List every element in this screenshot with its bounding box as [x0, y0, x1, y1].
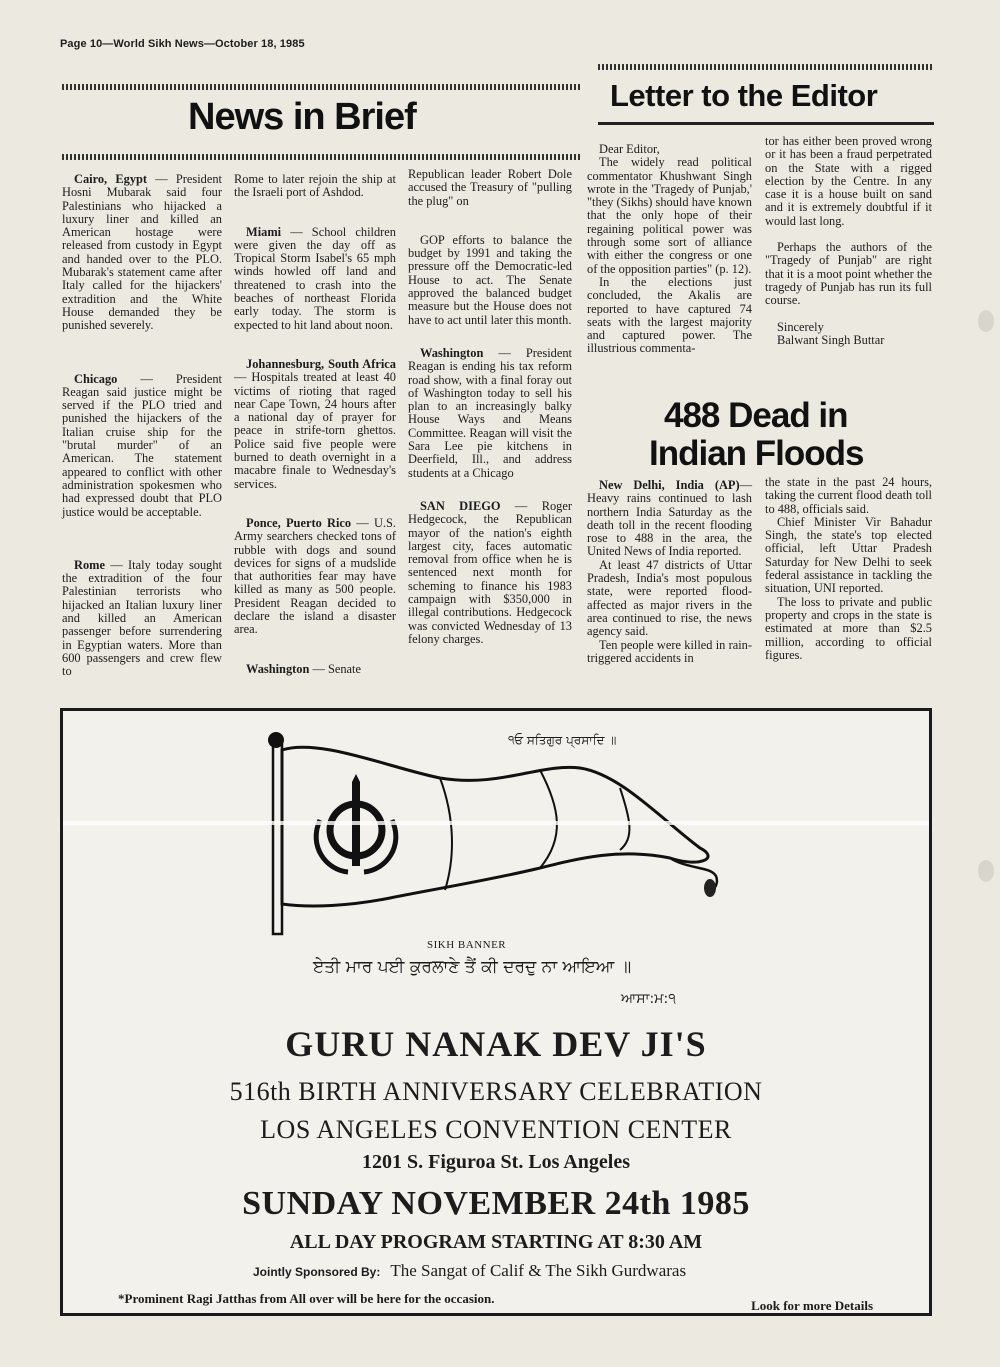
more-details-note: Look for more Details — [751, 1298, 873, 1313]
brief-text: — Hospitals treated at least 40 victims of rioting that raged near Cape Town, 24 hours after a national day of prayer for peace in strife-torn ghettos. Police said five people were burned to death overnight in a macabre finale to Wednesday's services. — [234, 370, 396, 491]
ad-anniversary: 516th BIRTH ANNIVERSARY CELEBRATION — [229, 1077, 763, 1106]
anniversary-advertisement — [60, 708, 932, 1316]
brief-text: — Senate — [312, 661, 361, 676]
nib-top-rule — [62, 84, 582, 90]
ad-program: ALL DAY PROGRAM STARTING AT 8:30 AM — [289, 1231, 703, 1253]
brief-text: — Roger Hedgecock, the Republican mayor of the nation's eighth largest city, faces automatic removal from office when he is sentenced next month for scheming to finance his 1983 campaign with $350,000 in illegal contributions. Hedgecock was convicted Wednesday of 13 felony charges. — [408, 498, 572, 646]
ad-sponsors — [253, 1261, 686, 1281]
floods-heading-line-2: Indian Floods — [649, 434, 864, 473]
flag-cloth — [282, 747, 708, 906]
nib-column-3 — [408, 168, 572, 646]
brief-dateline: SAN DIEGO — [420, 498, 501, 513]
floods-paragraph: The loss to private and public property and crops in the state is estimated at more than $2.5 million, according to official figures. — [765, 594, 932, 662]
brief-text: GOP efforts to balance the budget by 1991 and taking the pressure off the Democratic-led House to act. The Senate approved the balanced budget measure but the House does not have to act until later this month. — [408, 232, 572, 327]
news-in-brief-heading: News in Brief — [188, 96, 416, 138]
brief-item — [408, 347, 572, 480]
brief-item — [408, 500, 572, 646]
floods-paragraph: the state in the past 24 hours, taking the current flood death toll to 488, officials said. — [765, 475, 932, 516]
paper-fold-line — [63, 821, 929, 825]
floods-column-1 — [587, 479, 752, 665]
brief-text: — President Hosni Mubarak said four Palestinians who hijacked a luxury liner and killed an American hostage were released from custody in Egypt and handed over to the PLO. Mubarak's statement came after Italy called for the hijackers' extradition and the White House demanded they be punished severely. — [62, 172, 222, 333]
brief-text: Rome to later rejoin the ship at the Israeli port of Ashdod. — [234, 172, 396, 200]
ad-date: SUNDAY NOVEMBER 24th 1985 — [242, 1185, 750, 1222]
sikh-banner-illustration — [60, 708, 932, 1316]
brief-dateline: Chicago — [74, 371, 118, 386]
shabad-line: ਏਤੀ ਮਾਰ ਪਈ ਕੁਰਲਾਣੇ ਤੈਂ ਕੀ ਦਰਦੁ ਨਾ ਆਇਆ ॥ — [313, 957, 632, 977]
letter-paragraph: tor has either been proved wrong or it has been a fraud perpetrated on the State with a rigged election by the Centre. In any case it is a house built on sand and it is extremely doubtful if it would last long. — [765, 134, 932, 228]
shabad-reference: ਆਸਾ:ਮ:੧ — [621, 991, 676, 1007]
nib-bottom-rule — [62, 154, 582, 160]
floods-text: — Heavy rains continued to lash northern India Saturday as the death toll in the recent flooding rose to 488 in the area, the United News of India reported. — [587, 478, 752, 559]
binder-hole — [978, 310, 994, 332]
binder-hole — [978, 860, 994, 882]
letter-column-2 — [765, 135, 932, 347]
flag-tassel — [704, 879, 716, 897]
brief-text: — President Reagan said justice might be served if the PLO tried and punished the hijackers of the Italian cruise ship for the "brutal murder" of an American. The statement appeared to conflict with other administration spokesmen who had expressed doubt that PLO justice would be acceptable. — [62, 371, 222, 519]
letter-paragraph: The widely read political commentator Khushwant Singh wrote in the 'Tragedy of Punjab,' "they (Sikhs) should have known that the only hope of their regaining political power was through some sort of alliance with either the congress or one of the opposition parties" (p. 12). — [587, 155, 752, 276]
floods-paragraph: At least 47 districts of Uttar Pradesh, India's most populous state, were reported flood-affected as major rivers in the area continued to rise, the news agency said. — [587, 557, 752, 639]
floods-paragraph: Chief Minister Vir Bahadur Singh, the state's top elected official, left Uttar Pradesh Saturday for New Delhi to seek federal assistance in tackling the situation, UNI reported. — [765, 514, 932, 596]
brief-dateline: Washington — [246, 661, 310, 676]
letter-heading: Letter to the Editor — [610, 78, 878, 113]
brief-item — [234, 663, 396, 676]
banner-caption: SIKH BANNER — [427, 939, 507, 951]
brief-item — [234, 517, 396, 637]
floods-column-2 — [765, 476, 932, 662]
brief-dateline: Washington — [420, 345, 484, 360]
brief-dateline: Ponce, Puerto Rico — [246, 515, 352, 530]
sponsor-names: The Sangat of Calif & The Sikh Gurdwaras — [390, 1261, 687, 1280]
letter-signature: Balwant Singh Buttar — [777, 332, 885, 347]
brief-item — [408, 168, 572, 208]
brief-text: — U.S. Army searchers checked tons of rubble with dogs and sound devices for signs of a mudslide that authorities fear may have killed as many as 500 people. President Reagan decided to declare the island a disaster area. — [234, 515, 396, 637]
running-head: Page 10—World Sikh News—October 18, 1985 — [60, 38, 305, 50]
ragi-note: *Prominent Ragi Jatthas from All over will be here for the occasion. — [118, 1291, 495, 1306]
brief-dateline: Miami — [246, 224, 282, 239]
brief-item — [234, 358, 396, 491]
brief-item — [62, 373, 222, 519]
brief-dateline: Cairo, Egypt — [74, 172, 148, 186]
brief-text: Republican leader Robert Dole accused the Treasury of "pulling the plug" on — [408, 167, 572, 208]
brief-dateline: Rome — [74, 557, 105, 572]
nib-column-2 — [234, 173, 396, 676]
ad-venue: LOS ANGELES CONVENTION CENTER — [260, 1115, 732, 1144]
brief-dateline: Johannesburg, South Africa — [246, 356, 396, 371]
brief-text: — School children were given the day off as Tropical Storm Isabel's 65 mph winds howled off land and threatened to crash into the beaches of northeast Florida early today. The storm is expected to hit land about noon. — [234, 224, 396, 332]
brief-item — [62, 559, 222, 679]
floods-paragraph: Ten people were killed in rain-triggered accidents in — [587, 637, 752, 665]
letter-paragraph: In the elections just concluded, the Akalis are reported to have captured 74 seats with the largest majority and captured power. The illustrious commenta- — [587, 274, 752, 356]
letter-under-rule — [598, 122, 934, 125]
letter-paragraph: Perhaps the authors of the "Tragedy of Punjab" are right that it is a moot point whether the tragedy of Punjab has run its full course. — [765, 240, 932, 308]
brief-item — [234, 173, 396, 200]
ad-address: 1201 S. Figuroa St. Los Angeles — [362, 1151, 630, 1173]
floods-heading-line-1: 488 Dead in — [664, 396, 848, 435]
letter-salutation: Dear Editor, — [599, 142, 660, 156]
letter-column-1 — [587, 143, 752, 356]
letter-top-rule — [598, 64, 934, 70]
brief-text: — Italy today sought the extradition of the four Palestinian terrorists who hijacked an Italian luxury liner and killed an American passenger before surrendering in Egyptian waters. More than 600 passengers and crew flew to — [62, 557, 222, 679]
nib-column-1 — [62, 173, 222, 679]
brief-item — [62, 173, 222, 333]
ik-onkar-text: ੧ਓ ਸਤਿਗੁਰ ਪ੍ਰਸਾਦਿ ॥ — [508, 733, 617, 747]
sponsor-label: Jointly Sponsored By: — [253, 1265, 381, 1279]
brief-item — [234, 226, 396, 332]
brief-item — [408, 234, 572, 327]
floods-dateline: New Delhi, India (AP) — [599, 478, 740, 492]
flagpole-finial — [268, 732, 284, 748]
brief-text: — President Reagan is ending his tax reform road show, with a final foray out of Washington today to sell his plan to an increasingly balky House Ways and Means Committee. Reagan will visit the Sara Lee pie kitchens in Deerfield, Ill., and address students at a Chicago — [408, 345, 572, 480]
letter-closing: Sincerely — [777, 319, 824, 334]
floods-paragraph — [587, 479, 752, 559]
ad-title: GURU NANAK DEV JI'S — [285, 1024, 707, 1064]
